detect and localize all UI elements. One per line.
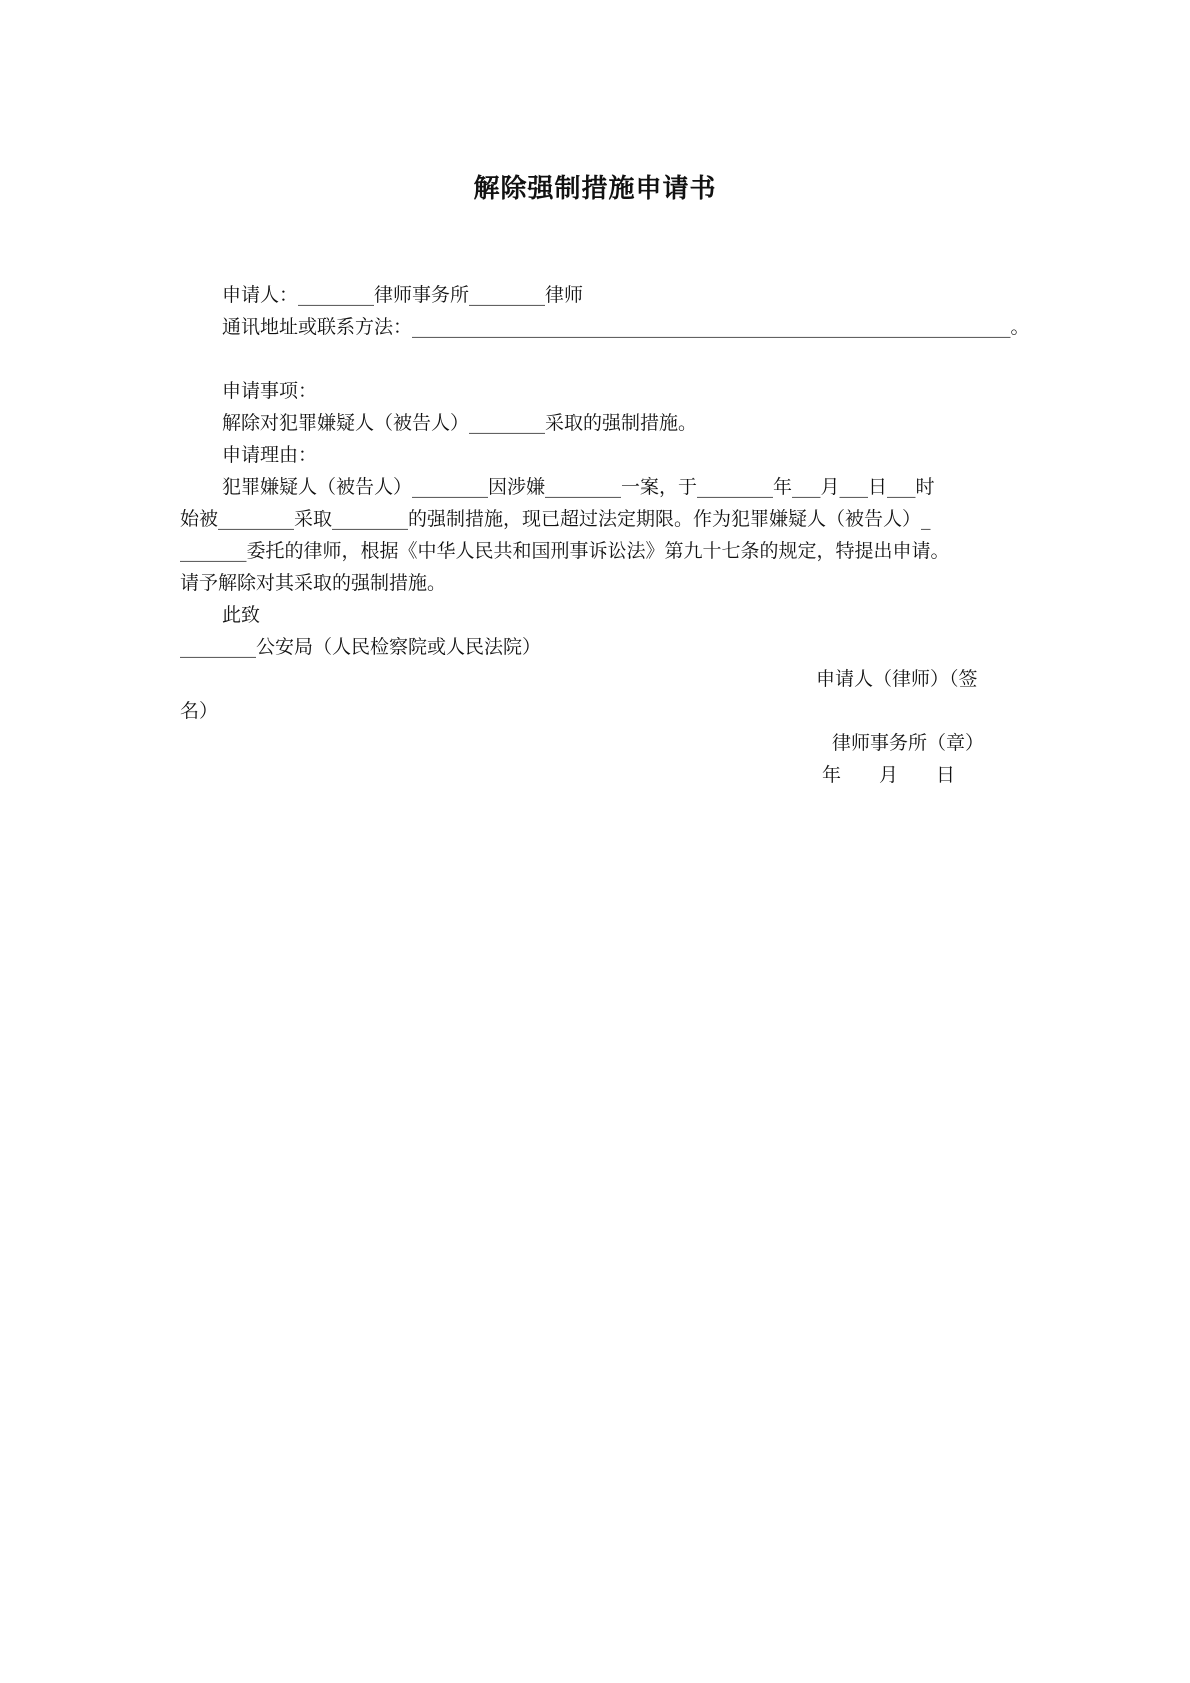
reason-line-4: 请予解除对其采取的强制措施。	[180, 572, 447, 594]
reason-line-2: 始被________采取________的强制措施，现已超过法定期限。作为犯罪嫌疑人（被告人）_	[180, 508, 931, 530]
request-reason-heading: 申请理由：	[222, 444, 318, 466]
signature-line-1: 申请人（律师）（签	[816, 668, 978, 690]
contact-line: 通讯地址或联系方法：_______________________________________________________________。	[222, 316, 1030, 338]
request-items-text: 解除对犯罪嫌疑人（被告人）________采取的强制措施。	[222, 412, 698, 434]
firm-seal-line: 律师事务所（章）	[832, 732, 985, 754]
date-line: 年 月 日	[822, 764, 956, 786]
reason-line-1: 犯罪嫌疑人（被告人）________因涉嫌________一案，于________年___月___日___时	[222, 476, 935, 498]
request-items-heading: 申请事项：	[222, 380, 318, 402]
document-title: 解除强制措施申请书	[473, 174, 717, 204]
signature-line-2: 名）	[180, 700, 219, 722]
salutation: 此致	[222, 604, 261, 626]
recipient-line: ________公安局（人民检察院或人民法院）	[180, 636, 542, 658]
reason-line-3: _______委托的律师，根据《中华人民共和国刑事诉讼法》第九十七条的规定，特提出申请。	[180, 540, 950, 562]
applicant-line: 申请人：________律师事务所________律师	[222, 284, 584, 306]
